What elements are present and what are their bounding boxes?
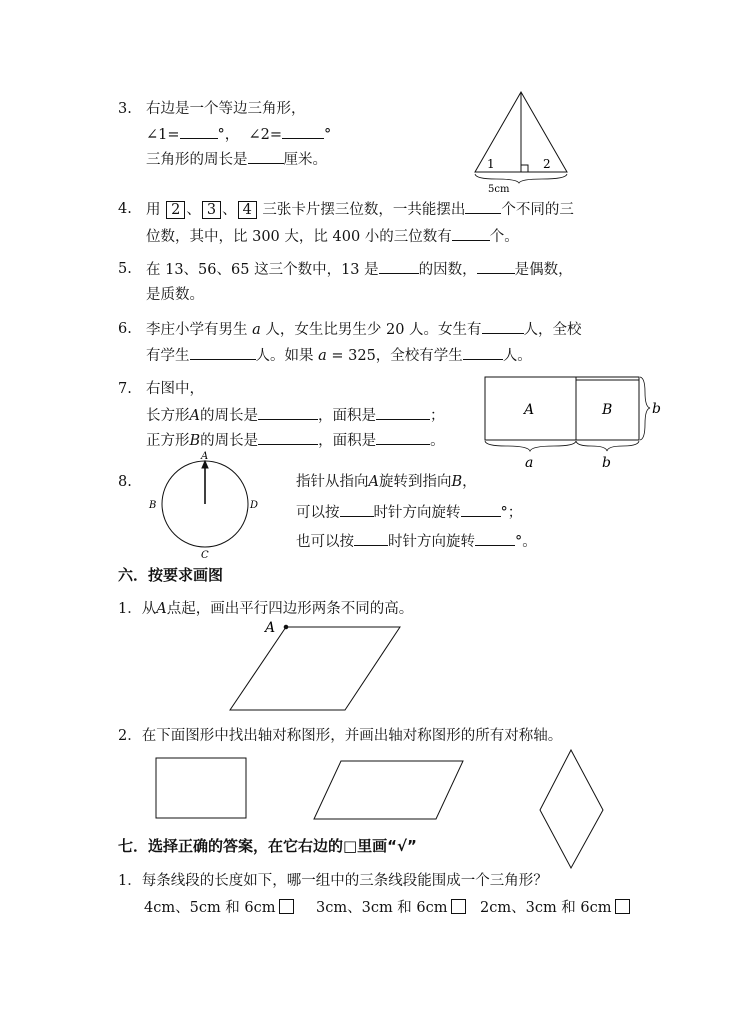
q6-text-7: 人。 [502, 348, 532, 364]
q7-sq-text-3: ，面积是 [318, 433, 377, 449]
q6-text-2: 人，女生比男生少 20 人。女生有 [265, 322, 482, 338]
q6-text-4: 有学生 [146, 348, 190, 364]
q5-text-3: 是偶数， [514, 262, 573, 278]
q6-var-a: a [252, 322, 261, 338]
card-4: 4 [238, 201, 257, 219]
clock-label-B: B [149, 500, 157, 511]
angle1-prefix: ∠1= [146, 127, 180, 143]
q7-sq-text-2: 的周长是 [200, 433, 259, 449]
label-b-right: b [652, 401, 661, 417]
label-A: A [524, 402, 535, 418]
q6-text-6: = 325，全校有学生 [331, 348, 463, 364]
base-length-label: 5cm [488, 184, 510, 195]
q6-text-1: 李庄小学有男生 [146, 322, 248, 338]
s6-q1-var: A [156, 601, 167, 617]
q4-text-1: 用 [146, 202, 161, 218]
symmetry-shapes [156, 750, 603, 868]
q5-line2: 是质数。 [146, 287, 204, 303]
q5-text-2: 的因数， [418, 262, 477, 278]
right-angle-mark [521, 165, 528, 172]
rect-square-figure [485, 377, 650, 451]
angle2-prefix: ∠2= [248, 127, 283, 143]
q7-rect-text-3: ，面积是 [317, 408, 376, 424]
label-a: a [525, 455, 534, 471]
card-2: 2 [166, 201, 185, 219]
q4-text-4: 位数，其中，比 300 大，比 400 小的三位数有 [146, 229, 452, 245]
q8-text-2: 旋转到指向 [378, 474, 452, 490]
rhombus-shape[interactable] [540, 750, 603, 868]
s6-q2-number: 2． [118, 728, 142, 744]
q4-number: 4. [118, 201, 132, 217]
angle-2-label: 2 [543, 157, 551, 171]
q8-number: 8. [118, 474, 132, 490]
parallelogram-outline [230, 627, 400, 710]
q8-text-5: 时针方向旋转 [373, 505, 461, 521]
base-brace [475, 174, 567, 183]
angle-1-label: 1 [487, 157, 495, 171]
clock-hand-tip [202, 461, 208, 468]
q4-text-3: 个不同的三 [501, 202, 574, 218]
q7-sq-text-1: 正方形 [146, 433, 190, 449]
clock-label-C: C [201, 550, 209, 561]
s7-option-2-text: 3cm、3cm 和 6cm [316, 900, 448, 916]
q7-sq-var: B [189, 433, 201, 449]
q8-var-a: A [368, 474, 379, 490]
q8-text-9: °。 [515, 534, 537, 550]
s6-q1-text-1: 从 [141, 601, 157, 617]
angle1-suffix: °， [217, 127, 240, 143]
q7-number: 7. [118, 381, 132, 397]
q6-number: 6. [118, 321, 132, 337]
perimeter-suffix: 厘米。 [283, 152, 327, 168]
q8-var-b: B [451, 474, 463, 490]
label-b-bottom: b [602, 455, 611, 471]
s7-q1-text: 每条线段的长度如下，哪一组中的三条线段能围成一个三角形？ [141, 873, 548, 889]
s6-q1-text-2: 点起，画出平行四边形两条不同的高。 [166, 601, 414, 617]
q8-text-1: 指针从指向 [296, 474, 369, 490]
section6-title: 六．按要求画图 [118, 566, 224, 584]
parallelogram-label-A: A [265, 620, 276, 636]
rectangle-shape[interactable] [156, 758, 246, 818]
clock-label-A: A [201, 451, 209, 462]
q6-text-3: 人，全校 [523, 322, 582, 338]
q3-line1: 右边是一个等边三角形， [146, 101, 306, 117]
point-a [284, 625, 288, 629]
perimeter-prefix: 三角形的周长是 [146, 152, 248, 168]
q7-sq-text-4: 。 [430, 433, 445, 449]
q8-text-3: ， [462, 474, 477, 490]
q8-text-8: 时针方向旋转 [388, 534, 475, 550]
card-3: 3 [202, 201, 221, 219]
q4-sep-1: 、 [186, 202, 201, 218]
q3-number: 3. [118, 101, 132, 117]
s6-q2-text: 在下面图形中找出轴对称图形，并画出轴对称图形的所有对称轴。 [141, 728, 563, 744]
q7-rect-var: A [189, 408, 200, 424]
q5-text-1: 在 13、56、65 这三个数中，13 是 [146, 262, 379, 278]
q6-text-5: 人。如果 [255, 348, 314, 364]
brace-b-right [640, 377, 650, 440]
s6-q1-number: 1． [118, 601, 142, 617]
q7-line1: 右图中， [146, 381, 204, 397]
q6-var-a-2: a [318, 348, 327, 364]
q5-number: 5. [118, 261, 132, 277]
q8-text-4: 可以按 [296, 505, 340, 521]
q7-rect-text-2: 的周长是 [199, 408, 258, 424]
brace-a [485, 441, 576, 451]
q8-text-7: 也可以按 [296, 534, 354, 550]
q4-text-2: 三张卡片摆三位数，一共能摆出 [262, 202, 466, 218]
s7-option-1-text: 4cm、5cm 和 6cm [144, 900, 276, 916]
clock-figure [162, 461, 248, 547]
angle2-suffix: ° [324, 127, 332, 143]
brace-b-bottom [576, 441, 639, 451]
q4-text-5: 个。 [489, 229, 519, 245]
s7-option-3-text: 2cm、3cm 和 6cm [480, 900, 612, 916]
q4-sep-2: 、 [222, 202, 237, 218]
q8-text-6: °； [500, 505, 523, 521]
label-B: B [602, 402, 613, 418]
parallelogram-shape[interactable] [314, 761, 463, 819]
q7-rect-text-4: ； [429, 408, 445, 424]
parallelogram-figure [230, 625, 400, 710]
clock-label-D: D [250, 500, 259, 511]
section7-title: 七．选择正确的答案，在它右边的□里画“√” [118, 837, 417, 855]
q7-rect-text-1: 长方形 [146, 408, 190, 424]
s7-q1-number: 1． [118, 873, 142, 889]
